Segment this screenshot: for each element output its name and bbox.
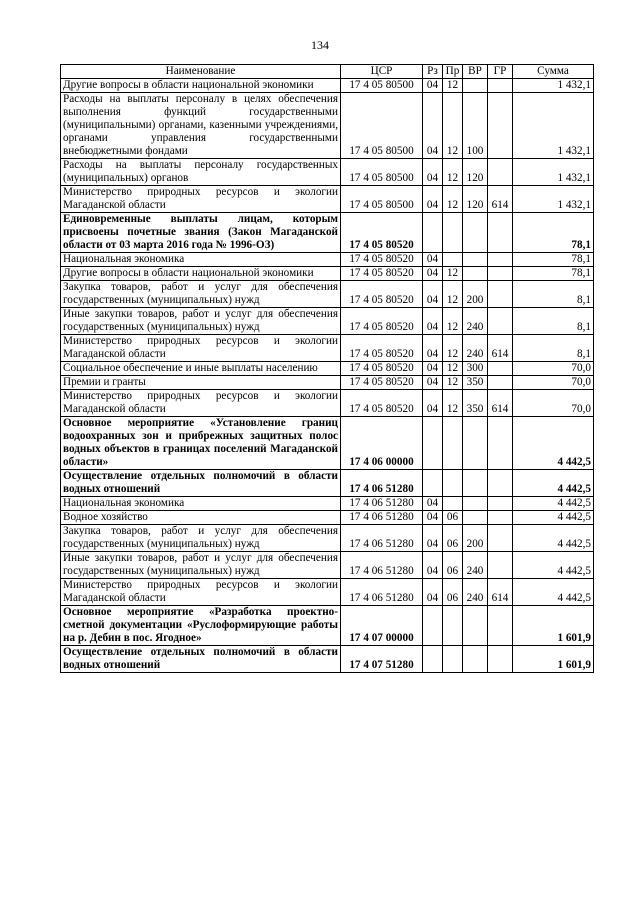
cell-sum: 4 442,5: [513, 470, 594, 497]
cell-pr: 12: [443, 335, 463, 362]
cell-gr: [488, 552, 513, 579]
cell-name: Иные закупки товаров, работ и услуг для обеспечения государственных (муниципальных) нужд: [61, 308, 341, 335]
header-csr: ЦСР: [341, 65, 423, 79]
cell-csr: 17 4 05 80520: [341, 390, 423, 417]
table-row: [61, 525, 594, 552]
table-row: [61, 390, 594, 417]
cell-rz: 04: [423, 376, 443, 390]
header-vr: ВР: [463, 65, 488, 79]
cell-vr: [463, 470, 488, 497]
cell-gr: 614: [488, 579, 513, 606]
table-row: [61, 376, 594, 390]
cell-rz: 04: [423, 281, 443, 308]
cell-name: Осуществление отдельных полномочий в области водных отношений: [61, 470, 341, 497]
header-sum: Сумма: [513, 65, 594, 79]
cell-pr: 12: [443, 93, 463, 159]
cell-name: Закупка товаров, работ и услуг для обеспечения государственных (муниципальных) нужд: [61, 525, 341, 552]
cell-vr: 240: [463, 335, 488, 362]
cell-rz: 04: [423, 79, 443, 93]
cell-vr: 100: [463, 93, 488, 159]
cell-name: Основное мероприятие «Установление границ водоохранных зон и прибрежных защитных полос водных объектов в границах поселений Магаданской области»: [61, 417, 341, 470]
cell-rz: [423, 606, 443, 646]
cell-pr: 12: [443, 159, 463, 186]
budget-table: [60, 64, 594, 673]
table-row: [61, 213, 594, 253]
table-row: [61, 579, 594, 606]
cell-pr: [443, 213, 463, 253]
table-row: [61, 362, 594, 376]
cell-rz: 04: [423, 497, 443, 511]
cell-vr: 120: [463, 159, 488, 186]
table-row: [61, 511, 594, 525]
cell-name: Единовременные выплаты лицам, которым присвоены почетные звания (Закон Магаданской области от 03 марта 2016 года № 1996-ОЗ): [61, 213, 341, 253]
cell-sum: 78,1: [513, 267, 594, 281]
cell-csr: 17 4 06 51280: [341, 511, 423, 525]
cell-pr: 06: [443, 525, 463, 552]
cell-rz: 04: [423, 552, 443, 579]
cell-vr: [463, 606, 488, 646]
cell-gr: [488, 497, 513, 511]
cell-csr: 17 4 05 80520: [341, 267, 423, 281]
cell-rz: 04: [423, 335, 443, 362]
cell-gr: 614: [488, 390, 513, 417]
cell-gr: [488, 281, 513, 308]
cell-name: Другие вопросы в области национальной экономики: [61, 79, 341, 93]
cell-csr: 17 4 06 51280: [341, 525, 423, 552]
cell-name: Расходы на выплаты персоналу в целях обеспечения выполнения функций государственными (муниципальными) органами, казенными учреждениями, органами управления государственными внебюджетными фондами: [61, 93, 341, 159]
cell-name: Министерство природных ресурсов и экологии Магаданской области: [61, 335, 341, 362]
cell-gr: [488, 470, 513, 497]
cell-vr: [463, 511, 488, 525]
table-row: [61, 186, 594, 213]
cell-vr: [463, 497, 488, 511]
cell-name: Другие вопросы в области национальной экономики: [61, 267, 341, 281]
cell-vr: 240: [463, 552, 488, 579]
table-body: [61, 79, 594, 673]
cell-vr: 350: [463, 376, 488, 390]
table-row: [61, 497, 594, 511]
cell-name: Расходы на выплаты персоналу государственных (муниципальных) органов: [61, 159, 341, 186]
cell-pr: [443, 497, 463, 511]
cell-name: Национальная экономика: [61, 497, 341, 511]
cell-gr: 614: [488, 186, 513, 213]
cell-gr: [488, 362, 513, 376]
cell-sum: 70,0: [513, 390, 594, 417]
table-row: [61, 335, 594, 362]
cell-name: Основное мероприятие «Разработка проектно-сметной документации «Руслоформирующие работы на р. Дебин в пос. Ягодное»: [61, 606, 341, 646]
cell-csr: 17 4 07 51280: [341, 646, 423, 673]
cell-gr: [488, 79, 513, 93]
header-gr: ГР: [488, 65, 513, 79]
cell-gr: [488, 159, 513, 186]
cell-sum: 8,1: [513, 308, 594, 335]
cell-rz: [423, 470, 443, 497]
cell-name: Премии и гранты: [61, 376, 341, 390]
cell-gr: [488, 253, 513, 267]
cell-csr: 17 4 05 80520: [341, 253, 423, 267]
cell-pr: 12: [443, 186, 463, 213]
cell-sum: 1 432,1: [513, 79, 594, 93]
cell-vr: [463, 417, 488, 470]
cell-sum: 4 442,5: [513, 497, 594, 511]
cell-gr: [488, 646, 513, 673]
cell-vr: [463, 79, 488, 93]
cell-rz: 04: [423, 186, 443, 213]
cell-gr: [488, 93, 513, 159]
cell-csr: 17 4 05 80520: [341, 213, 423, 253]
cell-rz: 04: [423, 511, 443, 525]
cell-rz: 04: [423, 579, 443, 606]
table-row: [61, 606, 594, 646]
cell-gr: [488, 525, 513, 552]
cell-csr: 17 4 05 80500: [341, 79, 423, 93]
cell-sum: 78,1: [513, 213, 594, 253]
cell-vr: 120: [463, 186, 488, 213]
table-row: [61, 417, 594, 470]
cell-csr: 17 4 05 80520: [341, 362, 423, 376]
cell-pr: 12: [443, 362, 463, 376]
cell-pr: [443, 417, 463, 470]
cell-rz: [423, 417, 443, 470]
cell-gr: [488, 606, 513, 646]
cell-csr: 17 4 05 80520: [341, 281, 423, 308]
cell-pr: 12: [443, 79, 463, 93]
cell-gr: [488, 417, 513, 470]
table-row: [61, 470, 594, 497]
cell-rz: [423, 213, 443, 253]
cell-rz: 04: [423, 308, 443, 335]
cell-sum: 8,1: [513, 281, 594, 308]
cell-pr: 12: [443, 281, 463, 308]
table-row: [61, 267, 594, 281]
cell-csr: 17 4 05 80500: [341, 159, 423, 186]
cell-sum: 1 601,9: [513, 646, 594, 673]
cell-csr: 17 4 06 51280: [341, 470, 423, 497]
cell-vr: [463, 213, 488, 253]
cell-rz: [423, 646, 443, 673]
cell-name: Иные закупки товаров, работ и услуг для обеспечения государственных (муниципальных) нужд: [61, 552, 341, 579]
cell-sum: 8,1: [513, 335, 594, 362]
cell-sum: 4 442,5: [513, 525, 594, 552]
cell-vr: [463, 267, 488, 281]
cell-pr: 12: [443, 267, 463, 281]
cell-sum: 4 442,5: [513, 579, 594, 606]
cell-gr: [488, 213, 513, 253]
cell-pr: [443, 606, 463, 646]
header-pr: Пр: [443, 65, 463, 79]
table-row: [61, 308, 594, 335]
cell-pr: 06: [443, 511, 463, 525]
cell-sum: 4 442,5: [513, 511, 594, 525]
table-row: [61, 159, 594, 186]
cell-csr: 17 4 05 80520: [341, 376, 423, 390]
cell-vr: 200: [463, 281, 488, 308]
cell-sum: 1 432,1: [513, 186, 594, 213]
table-row: [61, 281, 594, 308]
cell-pr: 06: [443, 579, 463, 606]
table-row: [61, 79, 594, 93]
cell-csr: 17 4 06 51280: [341, 579, 423, 606]
cell-gr: [488, 376, 513, 390]
cell-sum: 78,1: [513, 253, 594, 267]
cell-pr: 12: [443, 376, 463, 390]
table-row: [61, 552, 594, 579]
cell-rz: 04: [423, 253, 443, 267]
cell-rz: 04: [423, 362, 443, 376]
cell-pr: [443, 470, 463, 497]
cell-sum: 4 442,5: [513, 552, 594, 579]
table-row: [61, 646, 594, 673]
cell-csr: 17 4 05 80520: [341, 308, 423, 335]
cell-rz: 04: [423, 159, 443, 186]
cell-name: Водное хозяйство: [61, 511, 341, 525]
page-number: 134: [311, 38, 329, 52]
cell-vr: 300: [463, 362, 488, 376]
cell-pr: [443, 646, 463, 673]
cell-csr: 17 4 05 80500: [341, 186, 423, 213]
cell-sum: 1 432,1: [513, 159, 594, 186]
table-row: [61, 93, 594, 159]
cell-sum: 70,0: [513, 362, 594, 376]
cell-name: Министерство природных ресурсов и экологии Магаданской области: [61, 579, 341, 606]
cell-rz: 04: [423, 525, 443, 552]
cell-vr: [463, 646, 488, 673]
cell-csr: 17 4 07 00000: [341, 606, 423, 646]
cell-vr: 240: [463, 579, 488, 606]
cell-pr: 06: [443, 552, 463, 579]
cell-gr: [488, 511, 513, 525]
cell-gr: [488, 308, 513, 335]
cell-sum: 1 432,1: [513, 93, 594, 159]
cell-csr: 17 4 06 00000: [341, 417, 423, 470]
table-row: [61, 253, 594, 267]
cell-name: Социальное обеспечение и иные выплаты населению: [61, 362, 341, 376]
cell-name: Осуществление отдельных полномочий в области водных отношений: [61, 646, 341, 673]
cell-sum: 70,0: [513, 376, 594, 390]
cell-csr: 17 4 05 80500: [341, 93, 423, 159]
cell-name: Национальная экономика: [61, 253, 341, 267]
cell-vr: 200: [463, 525, 488, 552]
cell-csr: 17 4 05 80520: [341, 335, 423, 362]
cell-pr: 12: [443, 390, 463, 417]
cell-name: Министерство природных ресурсов и экологии Магаданской области: [61, 390, 341, 417]
cell-name: Министерство природных ресурсов и экологии Магаданской области: [61, 186, 341, 213]
table-header-row: [61, 65, 594, 79]
cell-gr: [488, 267, 513, 281]
cell-rz: 04: [423, 93, 443, 159]
header-name: Наименование: [61, 65, 341, 79]
cell-gr: 614: [488, 335, 513, 362]
cell-pr: [443, 253, 463, 267]
cell-sum: 4 442,5: [513, 417, 594, 470]
cell-csr: 17 4 06 51280: [341, 497, 423, 511]
header-rz: Рз: [423, 65, 443, 79]
cell-rz: 04: [423, 390, 443, 417]
cell-rz: 04: [423, 267, 443, 281]
cell-vr: [463, 253, 488, 267]
cell-vr: 350: [463, 390, 488, 417]
cell-name: Закупка товаров, работ и услуг для обеспечения государственных (муниципальных) нужд: [61, 281, 341, 308]
cell-csr: 17 4 06 51280: [341, 552, 423, 579]
cell-vr: 240: [463, 308, 488, 335]
cell-sum: 1 601,9: [513, 606, 594, 646]
cell-pr: 12: [443, 308, 463, 335]
